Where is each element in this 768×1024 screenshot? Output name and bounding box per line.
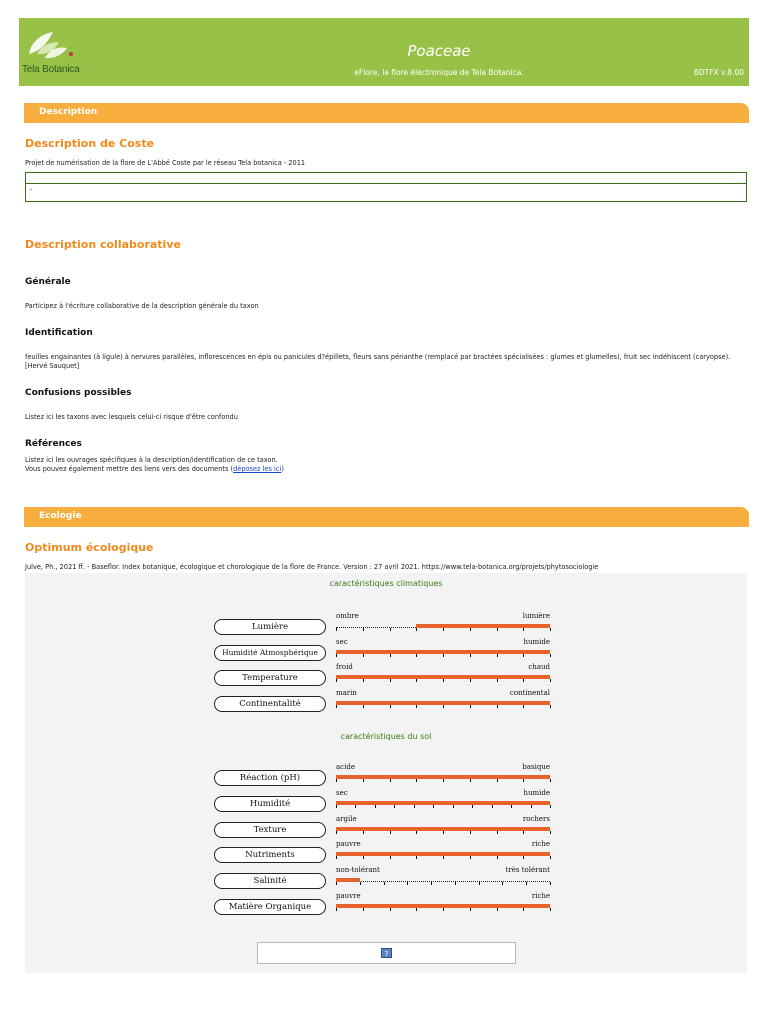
high-label-texture: rochers	[522, 815, 550, 823]
param-salinite: Salinité	[214, 873, 326, 889]
missing-image-icon: ?	[381, 948, 392, 958]
tick-reaction-ph	[470, 779, 471, 782]
low-label-humidite: sec	[336, 789, 348, 797]
coste-source: Projet de numérisation de la flore de L'Abbé Coste par le réseau Tela botanica - 2011	[25, 159, 306, 167]
tick-nutriments	[550, 856, 551, 859]
references-line-2-post: )	[281, 465, 284, 473]
coste-description-value: -	[30, 186, 33, 194]
high-label-salinite: très tolérant	[505, 866, 550, 874]
tick-nutriments	[443, 856, 444, 859]
identification-title: Identification	[25, 328, 93, 338]
tick-lumiere	[336, 628, 337, 631]
tick-temperature	[336, 679, 337, 682]
coste-description-box	[25, 172, 747, 202]
high-label-lumiere: lumière	[522, 612, 550, 620]
tick-continentalite	[336, 705, 337, 708]
tick-reaction-ph	[443, 779, 444, 782]
tick-matiere-organique	[523, 908, 524, 911]
tick-texture	[497, 831, 498, 834]
tick-matiere-organique	[363, 908, 364, 911]
tick-humidite	[511, 805, 512, 808]
section-label-description: Description	[39, 107, 98, 117]
collaborative-title: Description collaborative	[25, 238, 181, 251]
tick-humidite	[453, 805, 454, 808]
optimum-bar-salinite	[336, 878, 360, 882]
tick-nutriments	[416, 856, 417, 859]
tick-texture	[550, 831, 551, 834]
high-label-continentalite: continental	[509, 689, 550, 697]
image-placeholder	[257, 942, 516, 964]
tick-salinite	[502, 882, 503, 885]
tick-salinite	[550, 882, 551, 885]
tick-matiere-organique	[550, 908, 551, 911]
high-label-humidite: humide	[523, 789, 550, 797]
tick-humidite	[336, 805, 337, 808]
leaf-logo-icon	[19, 24, 85, 64]
low-label-temperature: froid	[336, 663, 353, 671]
section-bar-ecologie	[24, 507, 749, 527]
tick-continentalite	[470, 705, 471, 708]
references-line-1: Listez ici les ouvrages spécifiques à la description/identification de ce taxon.	[25, 456, 278, 464]
tick-reaction-ph	[336, 779, 337, 782]
tick-reaction-ph	[363, 779, 364, 782]
tick-temperature	[390, 679, 391, 682]
version-label: BDTFX v.8.00	[693, 68, 744, 77]
tick-humidite-atmospherique	[443, 654, 444, 657]
high-label-reaction-ph: basique	[522, 763, 550, 771]
tick-salinite	[431, 882, 432, 885]
low-label-lumiere: ombre	[336, 612, 359, 620]
tick-continentalite	[363, 705, 364, 708]
param-continentalite: Continentalité	[214, 696, 326, 712]
tick-nutriments	[523, 856, 524, 859]
param-reaction-ph: Réaction (pH)	[214, 770, 326, 786]
tick-continentalite	[550, 705, 551, 708]
tick-matiere-organique	[390, 908, 391, 911]
tela-botanica-logo[interactable]	[19, 24, 85, 80]
low-label-nutriments: pauvre	[336, 840, 361, 848]
tick-temperature	[443, 679, 444, 682]
tick-texture	[363, 831, 364, 834]
tick-temperature	[470, 679, 471, 682]
tick-humidite-atmospherique	[550, 654, 551, 657]
generale-title: Générale	[25, 277, 71, 287]
references-line-2-pre: Vous pouvez également mettre des liens vers des documents (	[25, 465, 234, 473]
tick-texture	[416, 831, 417, 834]
tick-matiere-organique	[443, 908, 444, 911]
tick-nutriments	[390, 856, 391, 859]
generale-text: Participez à l'écriture collaborative de la description générale du taxon	[25, 302, 259, 310]
baseflor-source: Julve, Ph., 2021 ff. - Baseflor. Index botanique, écologique et chorologique de la flore de France. Version : 27 avril 2021. https://www.tela-botanica.org/projets/phytosociologie	[25, 563, 599, 571]
optimum-bar-lumiere	[416, 624, 550, 628]
tagline: eFlore, la flore électronique de Tela Botanica.	[354, 68, 524, 77]
tick-salinite	[384, 882, 385, 885]
tick-lumiere	[497, 628, 498, 631]
tick-salinite	[479, 882, 480, 885]
param-lumiere: Lumière	[214, 619, 326, 635]
ecology-chart-panel	[25, 573, 747, 973]
param-humidite-atmospherique: Humidité Atmosphérique	[214, 645, 326, 661]
taxon-title: Poaceae	[407, 42, 471, 60]
tick-texture	[470, 831, 471, 834]
tick-reaction-ph	[523, 779, 524, 782]
confusions-title: Confusions possibles	[25, 388, 132, 398]
coste-title: Description de Coste	[25, 137, 155, 150]
section-bar-description	[24, 103, 749, 123]
tick-temperature	[550, 679, 551, 682]
low-label-texture: argile	[336, 815, 357, 823]
tick-salinite	[455, 882, 456, 885]
tick-texture	[390, 831, 391, 834]
tick-humidite-atmospherique	[497, 654, 498, 657]
low-label-salinite: non-tolérant	[336, 866, 380, 874]
tick-salinite	[407, 882, 408, 885]
tick-continentalite	[390, 705, 391, 708]
tick-temperature	[497, 679, 498, 682]
low-label-humidite-atmospherique: sec	[336, 638, 348, 646]
tick-nutriments	[470, 856, 471, 859]
track-salinite	[336, 881, 550, 882]
tick-nutriments	[497, 856, 498, 859]
tick-matiere-organique	[416, 908, 417, 911]
site-header	[19, 18, 749, 86]
param-texture: Texture	[214, 822, 326, 838]
tick-humidite-atmospherique	[470, 654, 471, 657]
tick-humidite	[355, 805, 356, 808]
tick-lumiere	[416, 628, 417, 631]
tick-humidite	[414, 805, 415, 808]
tick-matiere-organique	[336, 908, 337, 911]
tick-reaction-ph	[497, 779, 498, 782]
param-matiere-organique: Matière Organique	[214, 899, 326, 915]
tick-continentalite	[443, 705, 444, 708]
tick-humidite-atmospherique	[336, 654, 337, 657]
high-label-nutriments: riche	[531, 840, 550, 848]
tick-humidite	[375, 805, 376, 808]
tick-humidite	[433, 805, 434, 808]
tick-humidite	[472, 805, 473, 808]
tick-salinite	[336, 882, 337, 885]
param-nutriments: Nutriments	[214, 847, 326, 863]
tick-continentalite	[416, 705, 417, 708]
tick-continentalite	[497, 705, 498, 708]
references-title: Références	[25, 439, 82, 449]
identification-text: feuilles engainantes (à ligule) à nervures parallèles, inflorescences en épis ou panicules d?épillets, fleurs sans périanthe (remplacé par bractées spécialisées : glumes et glumelles), fruit sec indéhiscent (caryopse). [Hervé Sauquet]	[25, 353, 731, 370]
tick-lumiere	[390, 628, 391, 631]
deposez-link[interactable]: déposez les ici	[233, 465, 282, 473]
tick-nutriments	[363, 856, 364, 859]
tick-salinite	[360, 882, 361, 885]
high-label-humidite-atmospherique: humide	[523, 638, 550, 646]
chart-title-climat: caractéristiques climatiques	[329, 579, 443, 588]
tick-humidite-atmospherique	[416, 654, 417, 657]
chart-title-sol: caractéristiques du sol	[340, 732, 432, 741]
tick-humidite-atmospherique	[523, 654, 524, 657]
tick-humidite	[394, 805, 395, 808]
tick-matiere-organique	[470, 908, 471, 911]
tick-matiere-organique	[497, 908, 498, 911]
tick-texture	[336, 831, 337, 834]
low-label-matiere-organique: pauvre	[336, 892, 361, 900]
optimum-bar-humidite	[336, 801, 550, 805]
tick-texture	[443, 831, 444, 834]
param-humidite: Humidité	[214, 796, 326, 812]
tick-humidite-atmospherique	[363, 654, 364, 657]
tick-humidite	[550, 805, 551, 808]
tick-reaction-ph	[416, 779, 417, 782]
tick-nutriments	[336, 856, 337, 859]
tick-lumiere	[443, 628, 444, 631]
references-text	[25, 456, 284, 474]
high-label-matiere-organique: riche	[531, 892, 550, 900]
tick-lumiere	[550, 628, 551, 631]
tick-reaction-ph	[550, 779, 551, 782]
tick-salinite	[526, 882, 527, 885]
tick-humidite-atmospherique	[390, 654, 391, 657]
references-line-2	[25, 465, 284, 474]
tick-lumiere	[363, 628, 364, 631]
logo-text: Tela Botanica	[22, 64, 80, 75]
param-temperature: Temperature	[214, 670, 326, 686]
tick-temperature	[416, 679, 417, 682]
section-label-ecologie: Ecologie	[39, 511, 82, 521]
tick-temperature	[523, 679, 524, 682]
low-label-reaction-ph: acide	[336, 763, 355, 771]
confusions-text: Listez ici les taxons avec lesquels celui-ci risque d'être confondu	[25, 413, 238, 421]
coste-box-divider	[26, 183, 746, 184]
tick-lumiere	[523, 628, 524, 631]
tick-reaction-ph	[390, 779, 391, 782]
tick-continentalite	[523, 705, 524, 708]
tick-humidite	[492, 805, 493, 808]
high-label-temperature: chaud	[528, 663, 550, 671]
optimum-title: Optimum écologique	[25, 541, 154, 554]
low-label-continentalite: marin	[336, 689, 357, 697]
tick-texture	[523, 831, 524, 834]
tick-humidite	[531, 805, 532, 808]
tick-lumiere	[470, 628, 471, 631]
tick-temperature	[363, 679, 364, 682]
